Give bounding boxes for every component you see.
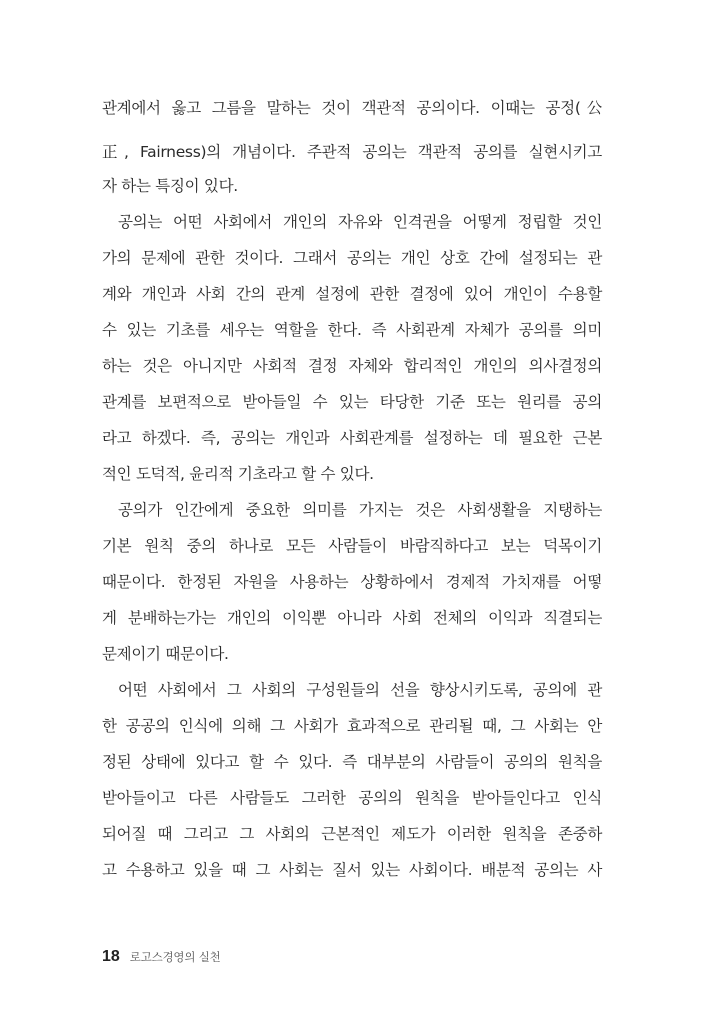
running-title: 로고스경영의 실천 — [129, 950, 221, 964]
text-line: 적인 도덕적, 윤리적 기초라고 할 수 있다. — [102, 465, 374, 483]
page-footer — [102, 948, 221, 968]
text-line: 하는 것은 아니지만 사회적 결정 자체와 합리적인 개인의 의사결정의 — [102, 357, 602, 375]
text-line: 게 분배하는가는 개인의 이익뿐 아니라 사회 전체의 이익과 직결되는 — [102, 609, 602, 627]
text-line: 수 있는 기초를 세우는 역할을 한다. 즉 사회관계 자체가 공의를 의미 — [102, 321, 602, 339]
text-line: 관계에서 옳고 그름을 말하는 것이 객관적 공의이다. 이때는 공정(公 — [102, 99, 602, 117]
text-line: 관계를 보편적으로 받아들일 수 있는 타당한 기준 또는 원리를 공의 — [102, 393, 602, 411]
text-line: 자 하는 특징이 있다. — [102, 177, 238, 195]
text-line: 기본 원칙 중의 하나로 모든 사람들이 바람직하다고 보는 덕목이기 — [102, 537, 602, 555]
text-line: 正, Fairness)의 개념이다. 주관적 공의는 객관적 공의를 실현시키고 — [102, 143, 602, 161]
text-line: 때문이다. 한정된 자원을 사용하는 상황하에서 경제적 가치재를 어떻 — [102, 573, 602, 591]
text-line: 라고 하겠다. 즉, 공의는 개인과 사회관계를 설정하는 데 필요한 근본 — [102, 429, 602, 447]
text-line: 계와 개인과 사회 간의 관계 설정에 관한 결정에 있어 개인이 수용할 — [102, 285, 602, 303]
text-line: 가의 문제에 관한 것이다. 그래서 공의는 개인 상호 간에 설정되는 관 — [102, 249, 602, 267]
text-line: 공의는 어떤 사회에서 개인의 자유와 인격권을 어떻게 정립할 것인 — [118, 213, 602, 231]
text-line: 정된 상태에 있다고 할 수 있다. 즉 대부분의 사람들이 공의의 원칙을 — [102, 753, 602, 771]
text-line: 문제이기 때문이다. — [102, 645, 229, 663]
text-line: 고 수용하고 있을 때 그 사회는 질서 있는 사회이다. 배분적 공의는 사 — [102, 861, 602, 879]
text-line: 받아들이고 다른 사람들도 그러한 공의의 원칙을 받아들인다고 인식 — [102, 789, 602, 807]
page-number: 18 — [102, 948, 120, 965]
text-line: 공의가 인간에게 중요한 의미를 가지는 것은 사회생활을 지탱하는 — [118, 501, 602, 519]
text-line: 한 공공의 인식에 의해 그 사회가 효과적으로 관리될 때, 그 사회는 안 — [102, 717, 602, 735]
text-line: 되어질 때 그리고 그 사회의 근본적인 제도가 이러한 원칙을 존중하 — [102, 825, 602, 843]
text-line: 어떤 사회에서 그 사회의 구성원들의 선을 향상시키도록, 공의에 관 — [118, 681, 602, 699]
